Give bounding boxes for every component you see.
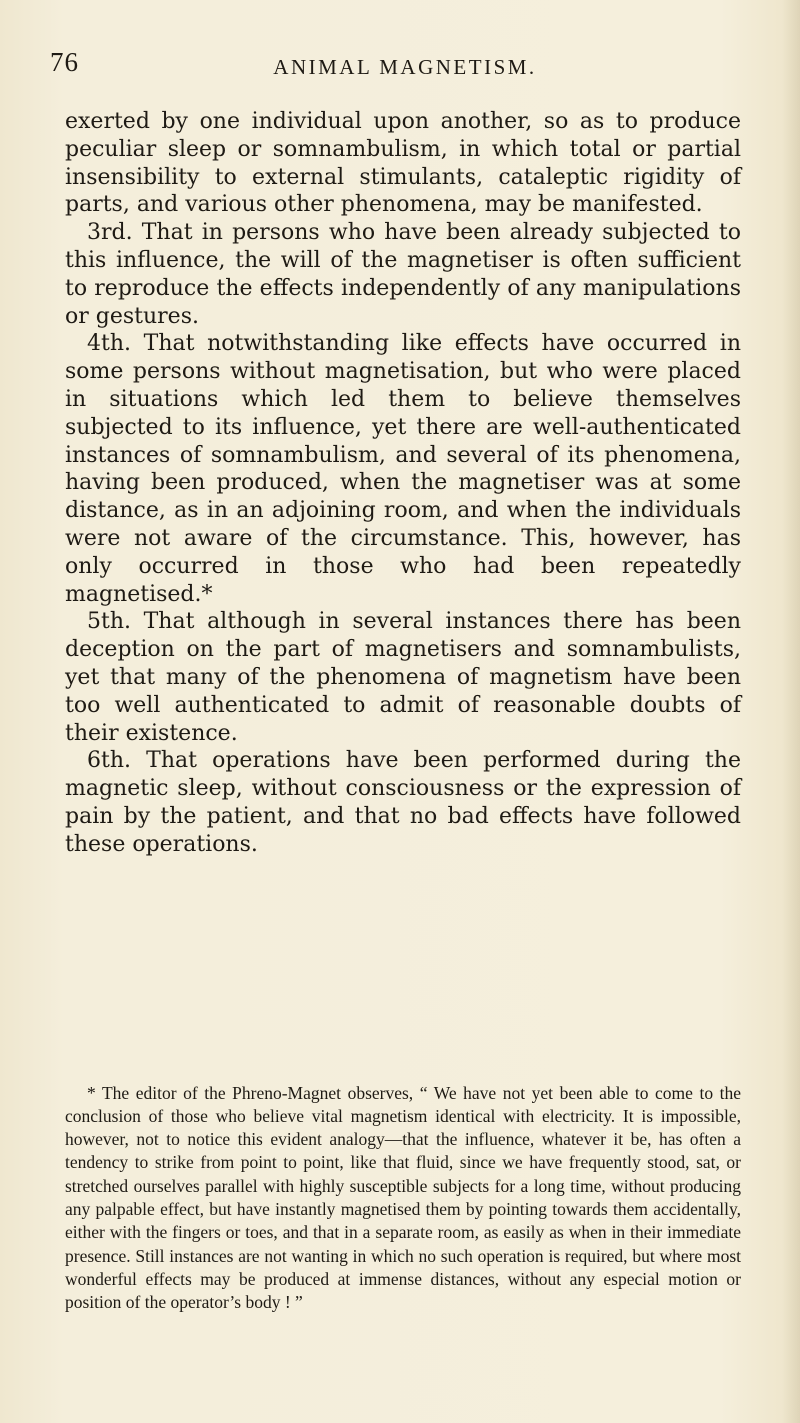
paragraph-continuation: exerted by one individual upon another, so as to produce peculiar sleep or somnambulism, in which total or partial insensibility to external stimulants, cataleptic rigidity of parts, and various other phenomena, may be manifested. xyxy=(65,109,741,218)
page-header xyxy=(50,47,760,95)
paragraph-5th: 5th. That although in several instances there has been deception on the part of magnetisers and somnambulists, yet that many of the phenomena of magnetism have been too well authenticated to admit of reasonable doubts of their existence. xyxy=(65,609,741,746)
page-edge-shadow xyxy=(782,0,800,1423)
paragraph-4th: 4th. That notwithstanding like effects have occurred in some persons without magnetisation, but who were placed in situations which led them to believe themselves subjected to its influence, yet there are well-authenticated instances of somnambulism, and several of its phenomena, having been produced, when the magnetiser was at some distance, as in an adjoining room, and when the individuals were not aware of the circumstance. This, however, has only occurred in those who had been repeatedly magnetised.* xyxy=(65,331,741,607)
footnote: * The editor of the Phreno-Magnet observes, “ We have not yet been able to come to the conclusion of those who believe vital magnetism identical with electricity. It is impossible, however, not to notice this evident analogy—that the influence, whatever it be, has often a tendency to strike from point to point, like that fluid, since we have frequently stood, sat, or stretched ourselves parallel with highly susceptible subjects for a long time, without producing any palpable effect, but have instantly magnetised them by pointing towards them accidentally, either with the fingers or toes, and that in a separate room, as easily as when in their immediate presence. Still instances are not wanting in which no such operation is required, but where most wonderful effects may be produced at immense distances, without any especial motion or position of the operator’s body ! ” xyxy=(65,1082,741,1313)
page-number: 76 xyxy=(50,47,79,77)
running-title: ANIMAL MAGNETISM. xyxy=(273,55,537,79)
paragraph-3rd: 3rd. That in persons who have been already subjected to this influence, the will of the magnetiser is often sufficient to reproduce the effects independently of any manipulations or gestures. xyxy=(65,220,741,329)
paragraph-6th: 6th. That operations have been performed during the magnetic sleep, without consciousness or the expression of pain by the patient, and that no bad effects have followed these operations. xyxy=(65,748,741,857)
main-text xyxy=(65,108,741,859)
